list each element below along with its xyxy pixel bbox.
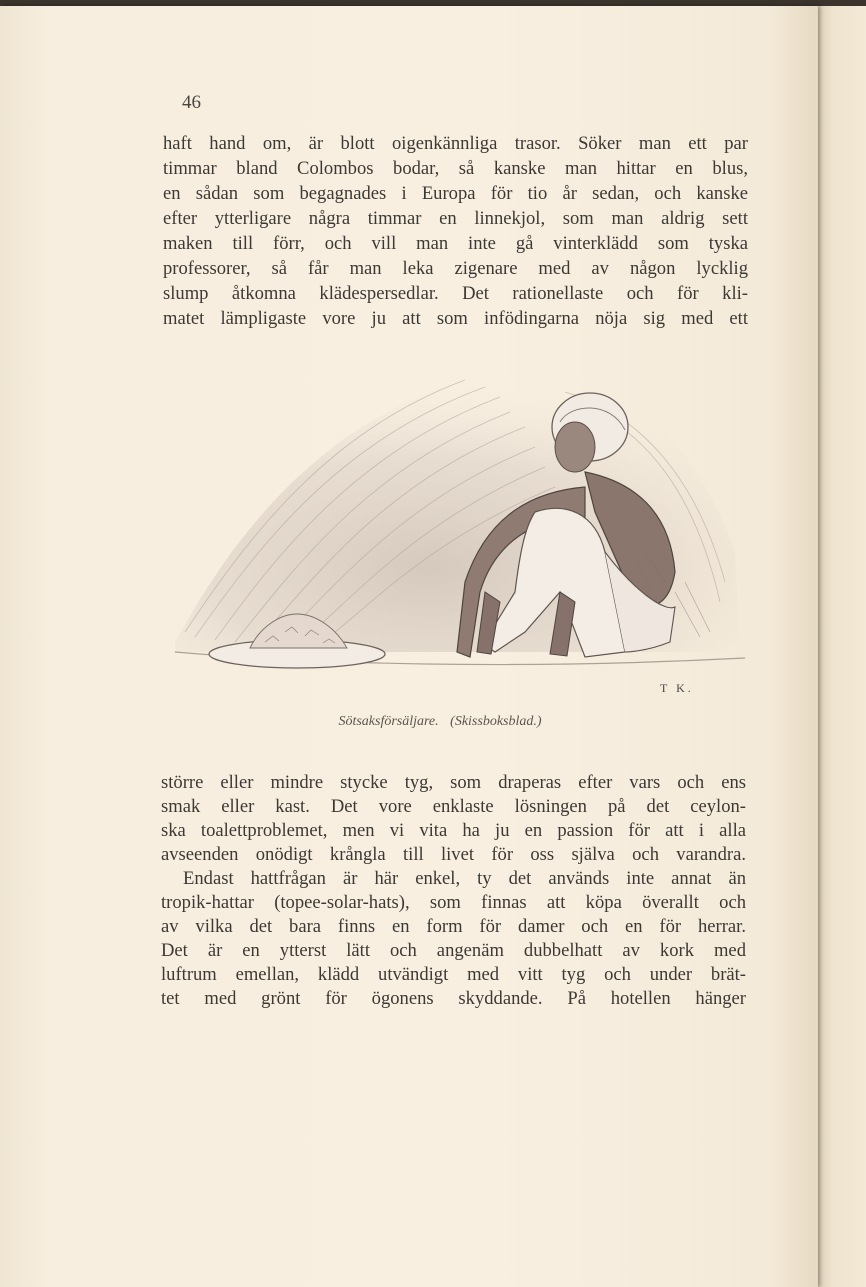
text-line: smak eller kast. Det vore enklaste lösningen på det ceylon-: [161, 796, 746, 817]
text-line: Det är en ytterst lätt och angenäm dubbelhatt av kork med: [161, 940, 746, 961]
adjacent-page-edge: [812, 6, 866, 1287]
caption-title: Sötsaksförsäljare.: [338, 714, 439, 729]
figure-caption: [0, 714, 866, 730]
text-line: slump åtkomna klädespersedlar. Det rationellaste och för kli-: [163, 283, 748, 304]
artist-signature: T K.: [660, 681, 694, 695]
text-line: haft hand om, är blott oigenkännliga trasor. Söker man ett par: [163, 133, 748, 154]
text-line: större eller mindre stycke tyg, som draperas efter vars och ens: [161, 772, 746, 793]
text-line: avseenden onödigt krångla till livet för oss själva och varandra.: [161, 844, 746, 865]
text-line: professorer, så får man leka zigenare med av någon lycklig: [163, 258, 748, 279]
text-line: luftrum emellan, klädd utvändigt med vitt tyg och under brät-: [161, 964, 746, 985]
sketch-illustration: [165, 352, 755, 700]
text-line: maken till förr, och vill man inte gå vinterklädd som tyska: [163, 233, 748, 254]
text-line: tet med grönt för ögonens skyddande. På hotellen hänger: [161, 988, 746, 1009]
caption-source: (Skissboksblad.): [450, 714, 542, 729]
text-block-bottom: [161, 771, 746, 1011]
text-line: tropik-hattar (topee-solar-hats), som finnas att köpa överallt och: [161, 892, 746, 913]
page-number: 46: [182, 92, 201, 113]
text-line: en sådan som begagnades i Europa för tio år sedan, och kanske: [163, 183, 748, 204]
text-line: ska toalettproblemet, men vi vita ha ju en passion för att i alla: [161, 820, 746, 841]
text-block-top: [163, 131, 748, 331]
text-line: Endast hattfrågan är här enkel, ty det används inte annat än: [183, 868, 746, 889]
text-line: matet lämpligaste vore ju att som infödingarna nöja sig med ett: [163, 308, 748, 329]
text-line: timmar bland Colombos bodar, så kanske man hittar en blus,: [163, 158, 748, 179]
text-line: av vilka det bara finns en form för damer och en för herrar.: [161, 916, 746, 937]
text-line: efter ytterligare några timmar en linnekjol, som man aldrig sett: [163, 208, 748, 229]
